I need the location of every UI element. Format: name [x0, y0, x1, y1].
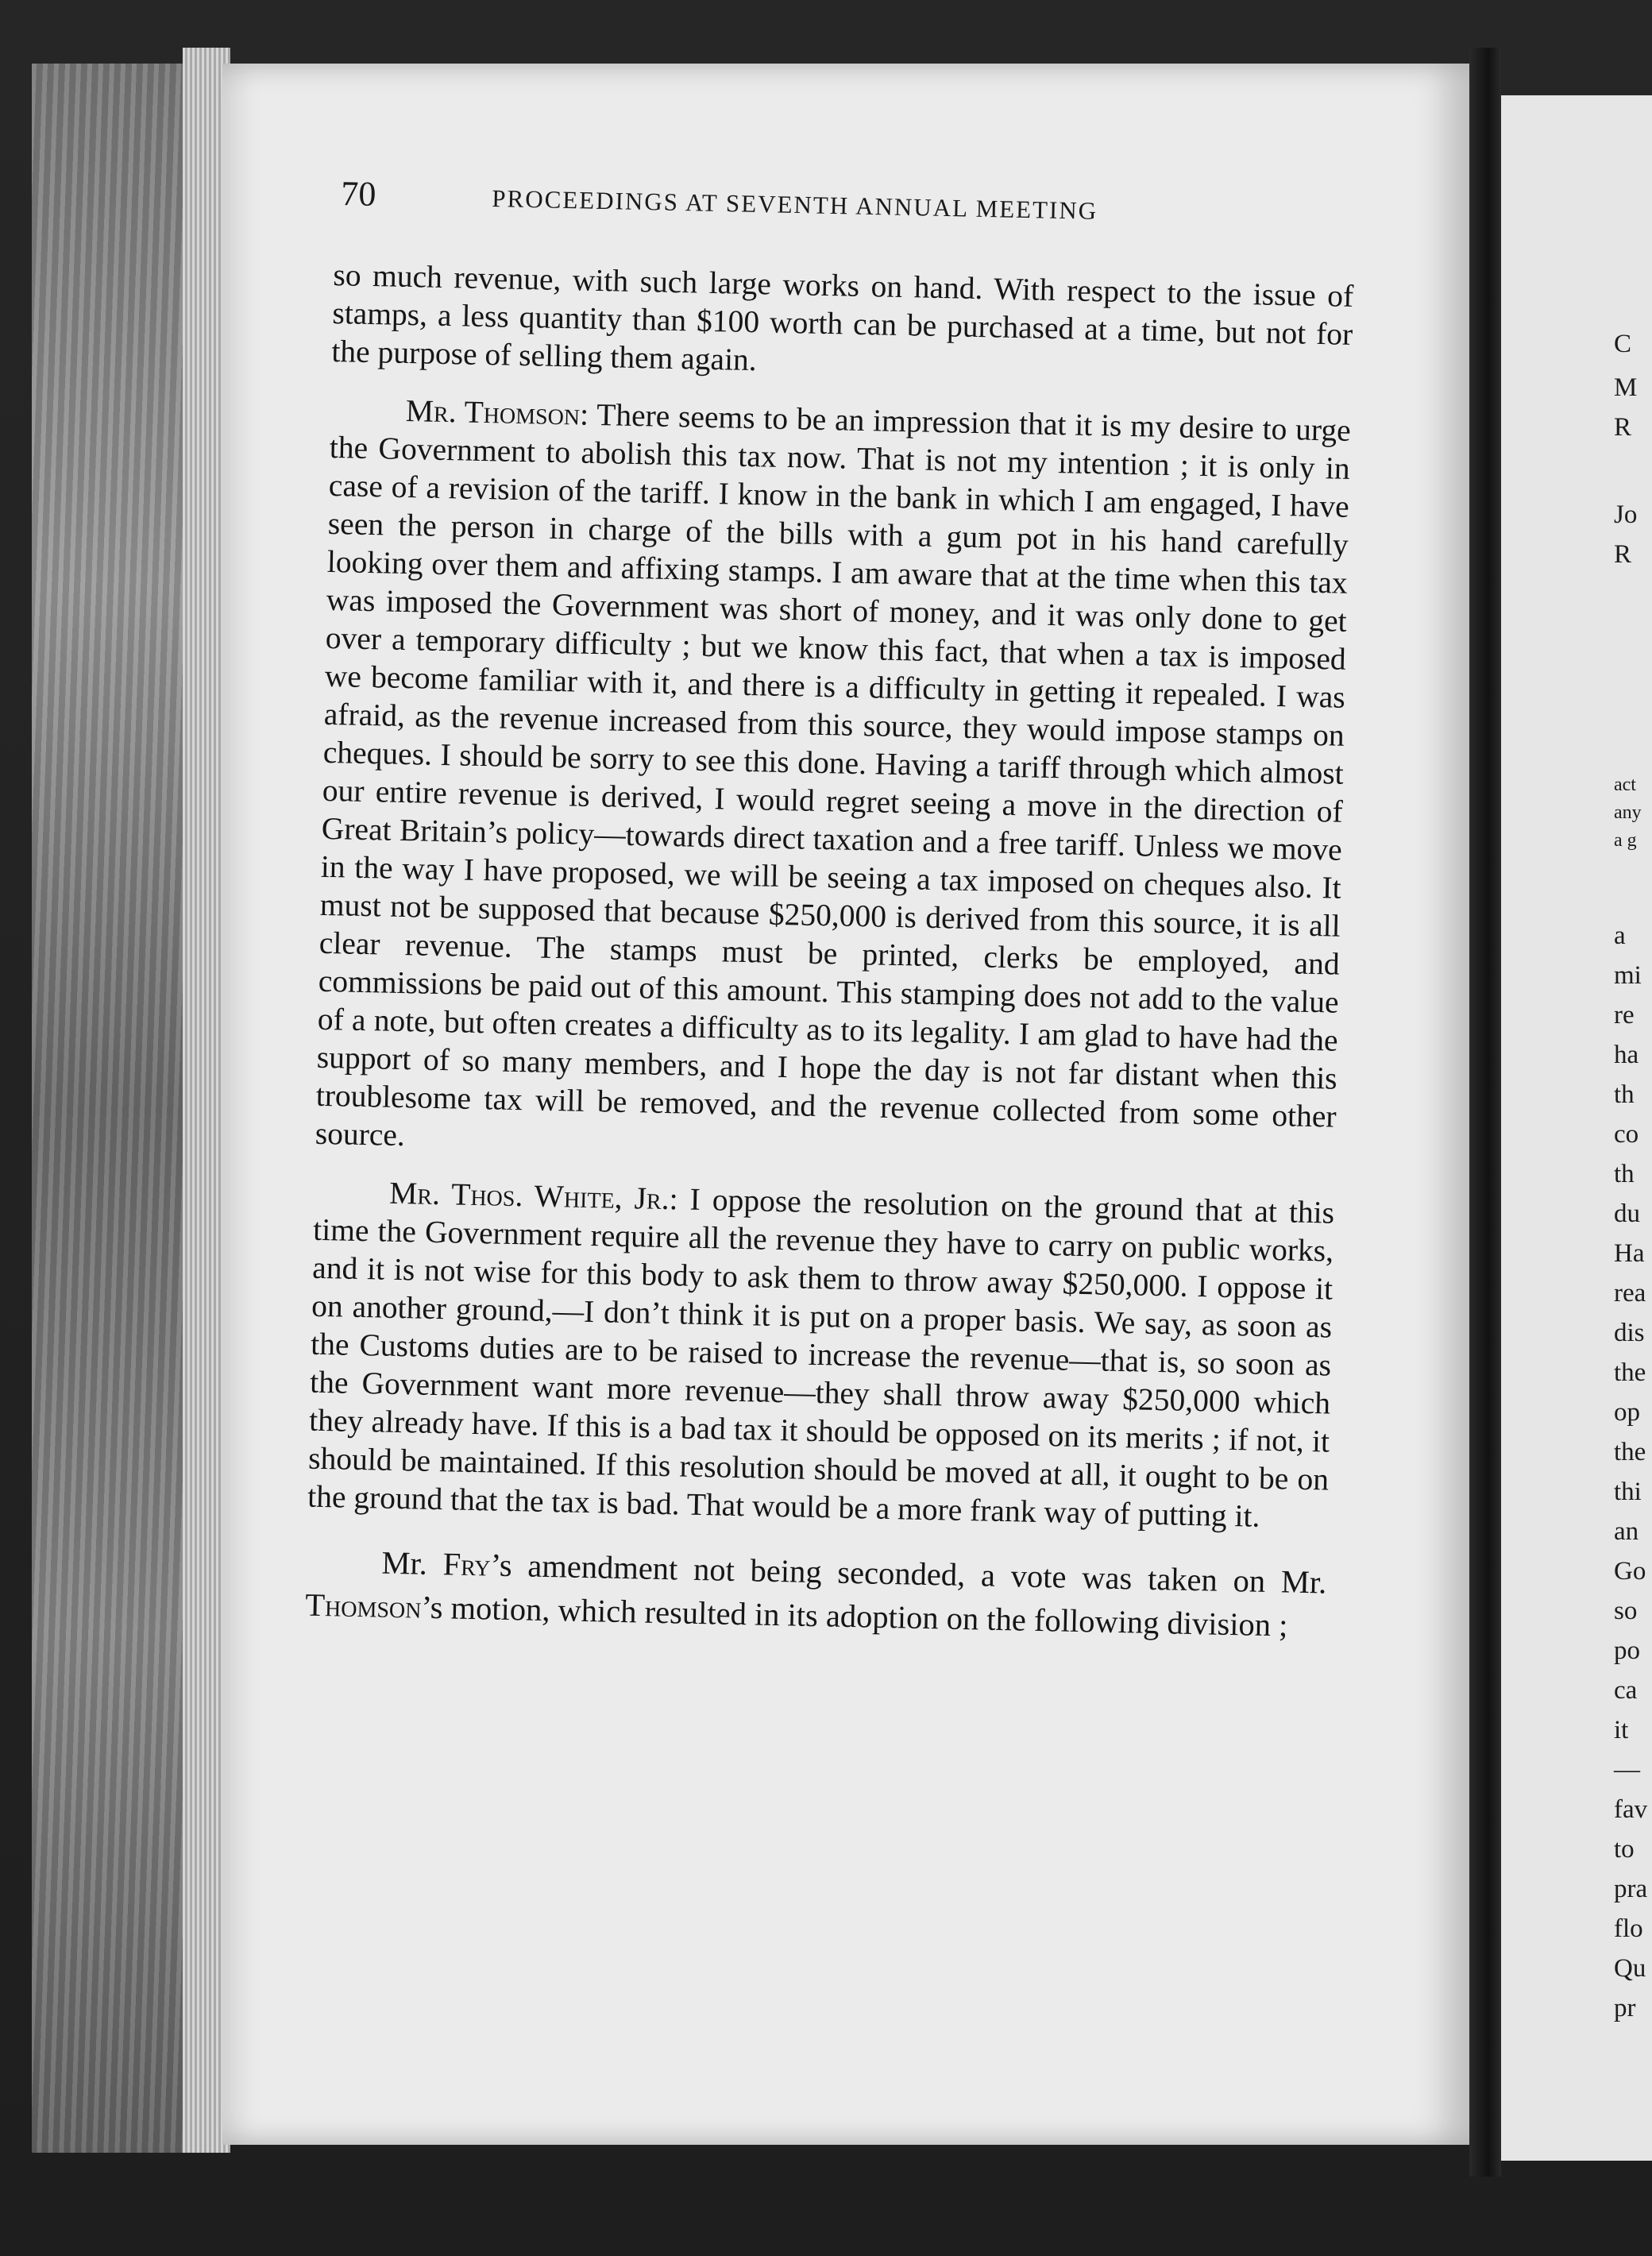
book-gutter	[1469, 48, 1501, 2177]
right-page-fragment: so	[1614, 1597, 1638, 1625]
paragraph-continuation: so much revenue, with such large works on hand. With respect to the issue of stamps, a less quantity than $100 worth can be purchased at a time, but not for the purpose of selling them again.	[331, 257, 1354, 378]
paragraph-white	[307, 1172, 1335, 1537]
right-page-fragment: th	[1614, 1080, 1635, 1109]
right-page-fragment: thi	[1614, 1478, 1642, 1506]
right-page-fragment: dis	[1614, 1319, 1645, 1347]
right-page-fragment: Ha	[1614, 1239, 1645, 1268]
right-page-fragment: ha	[1614, 1041, 1639, 1069]
right-page-fragment: mi	[1614, 961, 1642, 990]
right-page-fragment: co	[1614, 1120, 1639, 1149]
page-number: 70	[340, 173, 376, 214]
right-page-fragment: C	[1614, 330, 1632, 358]
right-page-fragment: fav	[1614, 1795, 1648, 1824]
right-page-fragment: ca	[1614, 1676, 1638, 1705]
right-page-fragment: Go	[1614, 1557, 1646, 1586]
right-page-fragment: a g	[1614, 830, 1637, 851]
right-page-fragment: R	[1614, 540, 1632, 569]
vote-text-pre: Mr.	[381, 1544, 444, 1582]
speaker-name: Mr. Thos. White, Jr.	[388, 1175, 670, 1217]
body-text	[304, 256, 1353, 1668]
right-page-fragment: any	[1614, 802, 1642, 823]
right-page-fragment: the	[1614, 1358, 1646, 1387]
right-page-fragment: pr	[1614, 1994, 1636, 2022]
member-name: Fry	[442, 1546, 492, 1583]
member-name: Thomson	[304, 1586, 422, 1625]
running-head-title: PROCEEDINGS AT SEVENTH ANNUAL MEETING	[492, 183, 1098, 225]
book-edge-marbled	[32, 64, 194, 2153]
right-page-fragment: the	[1614, 1438, 1646, 1466]
speaker-name: Mr. Thomson	[405, 392, 581, 432]
right-page-fragment: —	[1614, 1756, 1640, 1784]
right-page-fragment: re	[1614, 1001, 1635, 1029]
right-page-fragment: flo	[1614, 1914, 1643, 1943]
paragraph-thomson	[315, 390, 1351, 1174]
vote-text-mid: ’s amendment not being seconded, a vote was taken on Mr.	[490, 1547, 1327, 1601]
right-page-fragment: Jo	[1614, 500, 1638, 529]
paragraph-vote	[305, 1539, 1327, 1648]
right-page-fragment: op	[1614, 1398, 1640, 1427]
speech-text: : There seems to be an impression that it is my desire to urge the Government to abolish this tax now. That is not my intention ; it is only in case of a revision of the tariff. I know in the bank in which I am engaged, I have seen the person in charge of the bills with a gum pot in his hand carefully looking over them and affixing stamps. I am aware that at the time when this tax was imposed the Government was short of money, and it was only done to get over a temporary difficulty ; but we know this fact, that when a tax is imposed we become familiar with it, and there is a difficulty in getting it repealed. I was afraid, as the revenue increased from this source, they would impose stamps on cheques. I should be sorry to see this done. Having a tariff through which almost our entire revenue is derived, I would regret seeing a move in the direction of Great Britain’s policy—towards direct taxation and a free tariff. Unless we move in the way I have proposed, we will be seeing a tax imposed on cheques also. It must not be supposed that because $250,000 is derived from this source, it is all clear revenue. The stamps must be printed, clerks be employed, and commissions be paid out of this amount. This stamping does not add to the value of a note, but often creates a difficulty as to its legality. I am glad to have had the support of so many members, and I hope the day is not far distant when this troublesome tax will be removed, and the revenue collected from some other source.	[315, 396, 1352, 1153]
right-page-fragment: po	[1614, 1636, 1640, 1665]
right-page-fragment: M	[1614, 373, 1638, 402]
speech-text: : I oppose the resolution on the ground that at this time the Government require all the revenue they have to carry on public works, and it is not wise for this body to ask them to throw away $250,000. I oppose it on another ground,—I don’t think it is put on a proper basis. We say, as soon as the Customs duties are to be raised to increase the revenue—that is, so soon as the Government want more revenue—they shall throw away $250,000 which they already have. If this is a bad tax it should be opposed on its merits ; if not, it should be maintained. If this resolution should be moved at all, it ought to be on the ground that the tax is bad. That would be a more frank way of putting it.	[307, 1181, 1335, 1534]
right-page-fragment: an	[1614, 1517, 1639, 1546]
right-page-fragment: Qu	[1614, 1954, 1646, 1983]
right-page-fragment: rea	[1614, 1279, 1646, 1308]
right-page-fragment: it	[1614, 1716, 1629, 1744]
vote-text-post: ’s motion, which resulted in its adoption on the following division ;	[421, 1589, 1288, 1644]
right-page-fragment: th	[1614, 1160, 1635, 1188]
right-page-fragment: act	[1614, 775, 1636, 795]
right-page-fragment: du	[1614, 1199, 1640, 1228]
right-page-fragment: R	[1614, 413, 1632, 442]
right-page-fragment: a	[1614, 921, 1626, 950]
right-page-fragment: to	[1614, 1835, 1635, 1864]
right-page-fragment: pra	[1614, 1875, 1648, 1903]
